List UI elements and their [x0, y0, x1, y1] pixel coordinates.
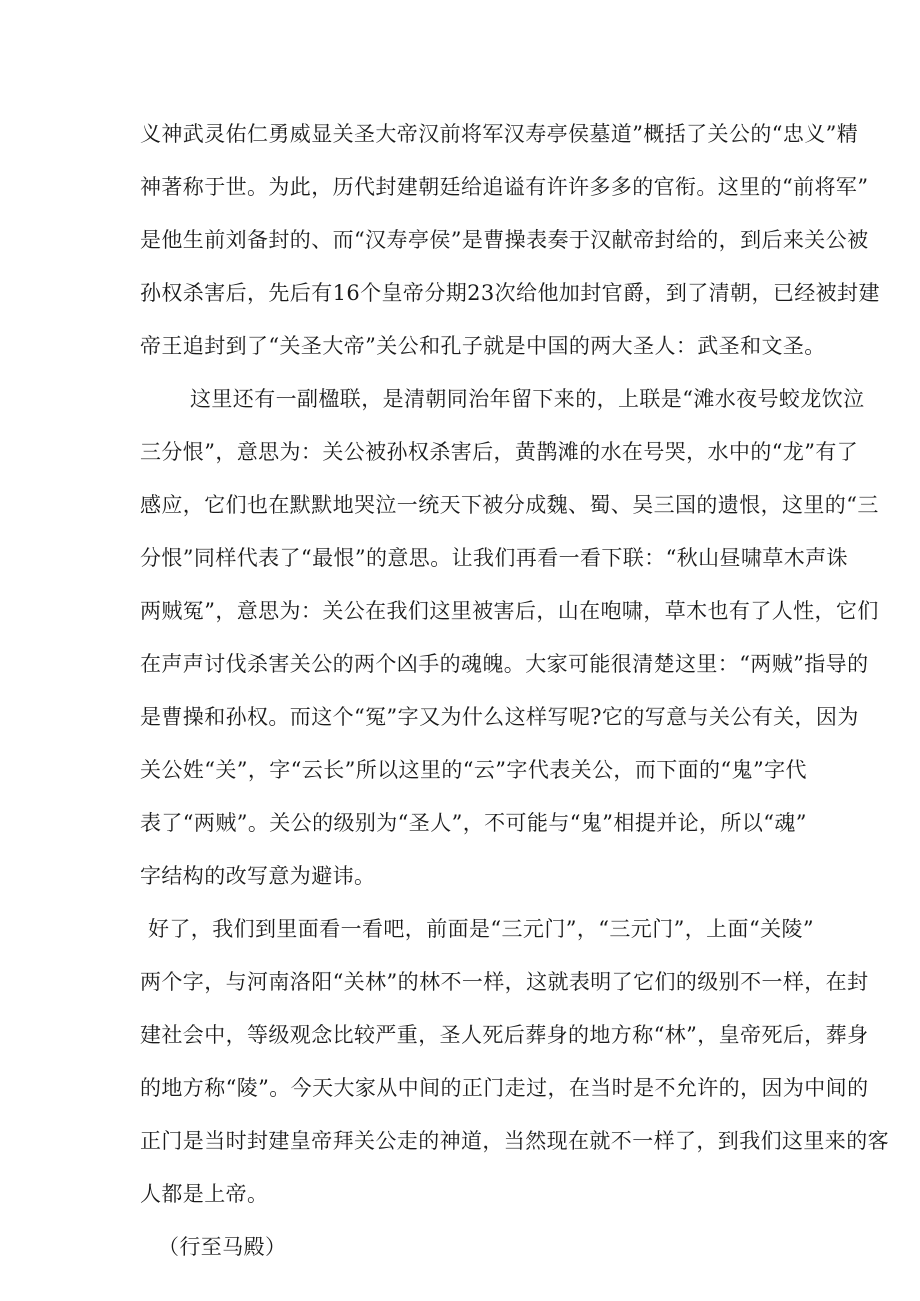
text-line: 感应，它们也在默默地哭泣一统天下被分成魏、蜀、吴三国的遗恨，这里的“三 — [140, 493, 879, 517]
text-line: 两个字，与河南洛阳“关林”的林不一样，这就表明了它们的级别不一样，在封 — [140, 970, 869, 994]
text-line: 是曹操和孙权。而这个“冤”字又为什么这样写呢?它的写意与关公有关，因为 — [140, 705, 859, 729]
text-line: 两贼冤”，意思为：关公在我们这里被害后，山在咆啸，草木也有了人性，它们 — [140, 599, 879, 623]
text-line: 这里还有一副楹联，是清朝同治年留下来的，上联是“滩水夜号蛟龙饮泣 — [190, 387, 865, 411]
text-line: 帝王追封到了“关圣大帝”关公和孔子就是中国的两大圣人：武圣和文圣。 — [140, 334, 826, 358]
text-line: 关公姓“关”，字“云长”所以这里的“云”字代表关公，而下面的“鬼”字代 — [140, 758, 807, 782]
text-line: 神著称于世。为此，历代封建朝廷给追谥有许许多多的官衔。这里的“前将军” — [140, 175, 869, 199]
text-line: 是他生前刘备封的、而“汉寿亭侯”是曹操表奏于汉献帝封给的，到后来关公被 — [140, 228, 869, 252]
text-line: 人都是上帝。 — [140, 1182, 269, 1206]
stage-direction: （行至马殿） — [158, 1235, 287, 1259]
text-line: 字结构的改写意为避讳。 — [140, 864, 376, 888]
text-line: 好了，我们到里面看一看吧，前面是“三元门”，“三元门”，上面“关陵” — [148, 917, 815, 941]
text-line: 表了“两贼”。关公的级别为“圣人”，不可能与“鬼”相提并论，所以“魂” — [140, 811, 807, 835]
text-line: 正门是当时封建皇帝拜关公走的神道，当然现在就不一样了，到我们这里来的客 — [140, 1129, 889, 1153]
text-line: 建社会中，等级观念比较严重，圣人死后葬身的地方称“林”，皇帝死后，葬身 — [140, 1023, 869, 1047]
text-line: 的地方称“陵”。今天大家从中间的正门走过，在当时是不允许的，因为中间的 — [140, 1076, 869, 1100]
text-line: 三分恨”，意思为：关公被孙权杀害后，黄鹊滩的水在号哭，水中的“龙”有了 — [140, 440, 859, 464]
text-line: 分恨”同样代表了“最恨”的意思。让我们再看一看下联：“秋山昼啸草木声诛 — [140, 546, 848, 570]
text-line: 在声声讨伐杀害关公的两个凶手的魂魄。大家可能很清楚这里：“两贼”指导的 — [140, 652, 869, 676]
text-line: 义神武灵佑仁勇威显关圣大帝汉前将军汉寿亭侯墓道”概括了关公的“忠义”精 — [140, 122, 859, 146]
text-line: 孙权杀害后，先后有16个皇帝分期23次给他加封官爵，到了清朝，已经被封建 — [140, 281, 880, 305]
